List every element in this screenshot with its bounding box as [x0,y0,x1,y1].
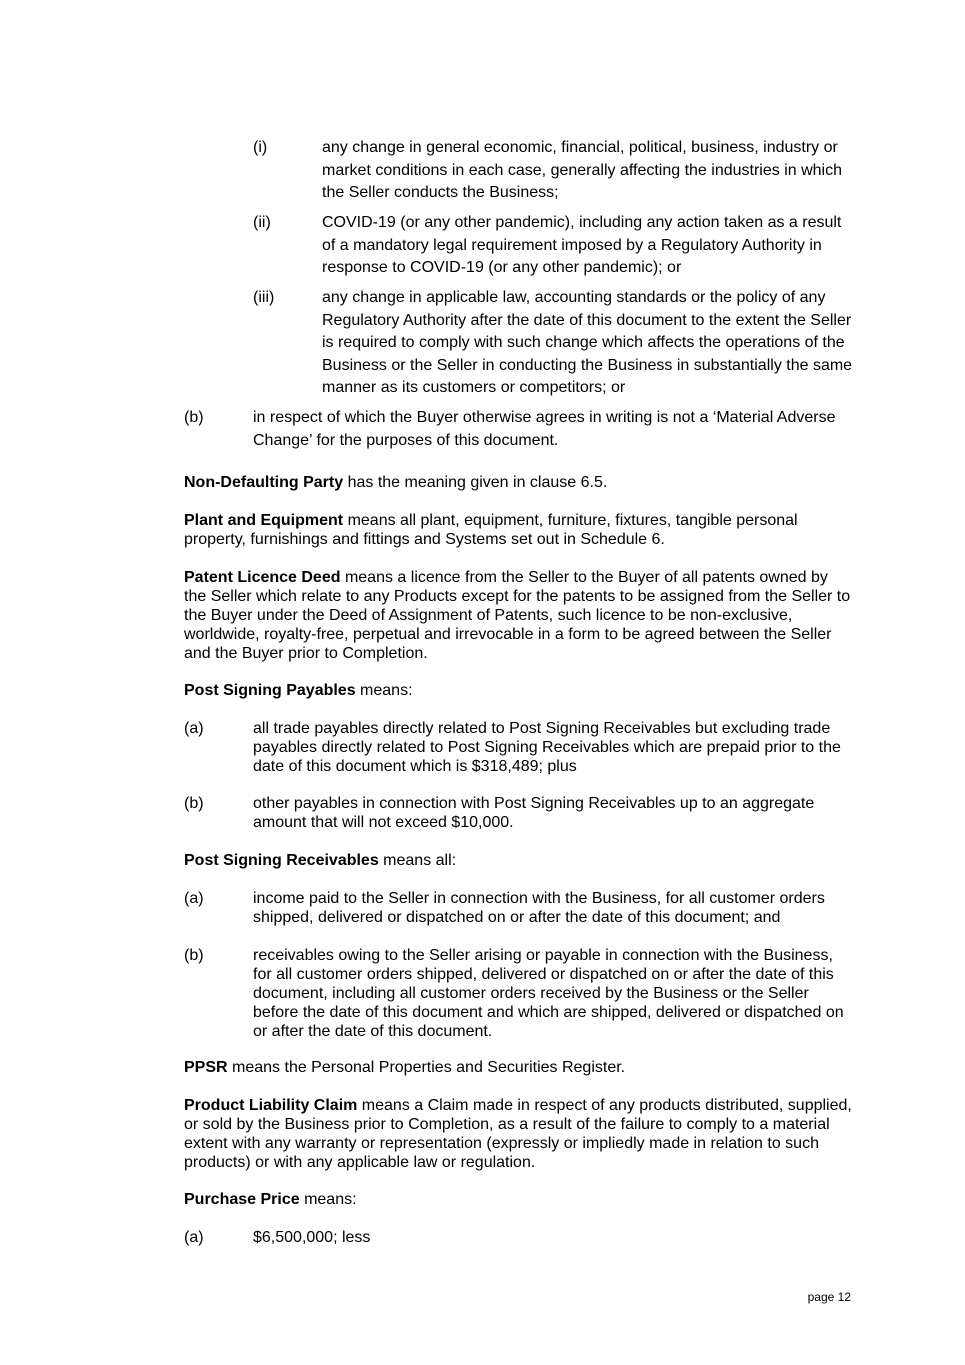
list-label: (b) [184,795,204,812]
definition-term: Post Signing Payables [184,682,356,699]
purchase-price-item-a [184,1228,854,1247]
definition-term: Patent Licence Deed [184,569,341,586]
list-label: (a) [184,1229,204,1246]
list-text: all trade payables directly related to Post Signing Receivables but excluding trade payables directly related to Post Signing Receivables which are prepaid prior to the date of this document which is $318,489; plus [253,720,841,775]
subitem-text: any change in general economic, financial, political, business, industry or market conditions in each case, generally affecting the industries in which the Seller conducts the Business; [322,139,842,201]
list-label: (a) [184,720,204,737]
mac-item-b [184,407,854,452]
definition-text: means: [299,1191,357,1208]
subitem-iii [253,287,853,400]
receivables-item-b [184,946,854,1041]
subitem-i [253,137,853,205]
definition-post-signing-payables [184,681,854,700]
list-label: (b) [184,947,204,964]
list-text: in respect of which the Buyer otherwise agrees in writing is not a ‘Material Adverse Change’ for the purposes of this document. [253,409,836,449]
payables-item-a [184,719,854,776]
list-label: (b) [184,409,204,426]
subitem-ii [253,212,853,280]
definition-term: PPSR [184,1059,228,1076]
definition-text: means all: [378,852,457,869]
definition-text: means a licence from the Seller to the Buyer of all patents owned by the Seller which relate to any Products except for the patents to be assigned from the Seller to the Buyer under the Deed of Assignment of Patents, such licence to be non-exclusive, worldwide, royalty-free, perpetual and irrevocable in a form to be agreed between the Seller and the Buyer prior to Completion. [184,569,851,662]
definition-text: means: [355,682,413,699]
subitem-label: (i) [253,139,268,156]
definition-term: Plant and Equipment [184,512,344,529]
subitem-label: (ii) [253,214,271,231]
receivables-item-a [184,889,854,927]
definition-term: Product Liability Claim [184,1097,358,1114]
definition-ppsr [184,1058,854,1077]
page-number: page 12 [807,1290,851,1304]
definition-text: means all plant, equipment, furniture, fixtures, tangible personal property, furnishings and fittings and Systems set out in Schedule 6. [184,512,798,548]
list-label: (a) [184,890,204,907]
subitem-text: COVID-19 (or any other pandemic), including any action taken as a result of a mandatory legal requirement imposed by a Regulatory Authority in response to COVID-19 (or any other pandemic); or [322,214,842,276]
definition-non-defaulting-party [184,473,854,492]
list-text: $6,500,000; less [253,1229,371,1246]
definition-term: Non-Defaulting Party [184,474,344,491]
definition-text: means a Claim made in respect of any products distributed, supplied, or sold by the Business prior to Completion, as a result of the failure to comply to a material extent with any warranty or representation (expressly or impliedly made in relation to such products) or with any applicable law or regulation. [184,1097,852,1171]
definition-text: means the Personal Properties and Securities Register. [227,1059,626,1076]
list-text: other payables in connection with Post Signing Receivables up to an aggregate amount that will not exceed $10,000. [253,795,815,831]
list-text: income paid to the Seller in connection with the Business, for all customer orders shipped, delivered or dispatched on or after the date of this document; and [253,890,825,926]
definition-patent-licence-deed [184,568,854,663]
definition-term: Post Signing Receivables [184,852,379,869]
definition-post-signing-receivables [184,851,854,870]
definition-purchase-price [184,1190,854,1209]
subitem-text: any change in applicable law, accounting standards or the policy of any Regulatory Authority after the date of this document to the extent the Seller is required to comply with such change which affects the operations of the Business or the Seller in conducting the Business in substantially the same manner as its customers or competitors; or [322,289,853,396]
definition-plant-and-equipment [184,511,854,549]
subitem-label: (iii) [253,289,275,306]
definition-text: has the meaning given in clause 6.5. [343,474,608,491]
payables-item-b [184,794,854,832]
definition-product-liability-claim [184,1096,854,1172]
definition-term: Purchase Price [184,1191,300,1208]
list-text: receivables owing to the Seller arising or payable in connection with the Business, for all customer orders shipped, delivered or dispatched on or after the date of this document, including all customer orders received by the Business or the Seller before the date of this document and which are shipped, delivered or dispatched on or after the date of this document. [253,947,844,1040]
